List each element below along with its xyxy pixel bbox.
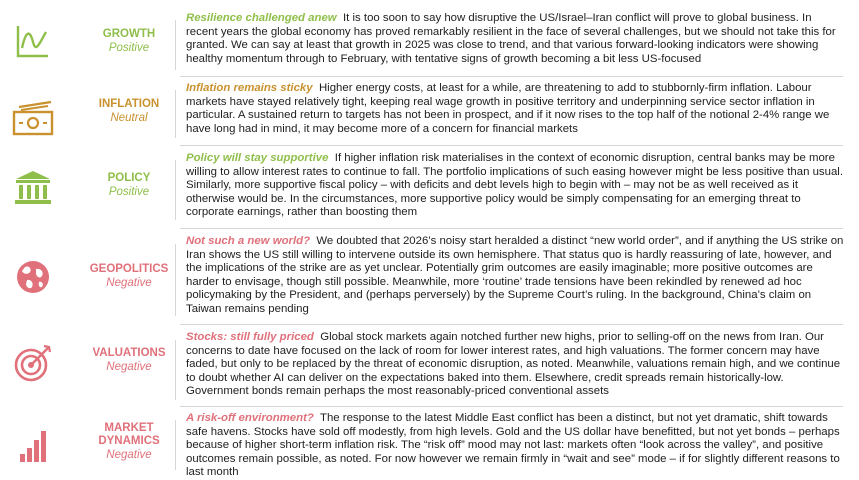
bar-chart-icon: [8, 426, 58, 466]
category-name: GROWTH: [102, 28, 156, 40]
divider-vertical: [175, 90, 176, 138]
row-text: [186, 235, 846, 317]
category-status: Negative: [106, 449, 152, 461]
row-text: [186, 152, 846, 220]
category-status: Negative: [106, 361, 152, 373]
row-label: [70, 172, 188, 199]
body-text: We doubted that 2026’s noisy start heralded a distinct “new world order”, and if anything the US strike on Iran shows the US still willing to intervene outside its own hemisphere. That status quo is hardly reassuring of late, however, and the implications of the strike are as yet unclear. Potentially grim outcomes are easily imaginable; more positive outcomes are harder to envisage, though still possible. Meanwhile, more ‘routine’ trade tensions have been rekindled by renewed ad hoc policymaking by the President, and (perhaps perversely) by the Supreme Court’s ruling. In the background, China’s claim on Taiwan remains pending: [186, 235, 844, 315]
row-label: [70, 422, 188, 462]
body-text: Higher energy costs, at least for a while, are threatening to add to stubbornly-firm inflation. Labour markets have stayed relatively tight, keeping real wage growth in positive territory and underpinning service sector inflation in particular. A sustained return to targets has not been in prospect, and if it now rises to the top half of the notional 2-4% range we have long had in mind, it may become more of a concern for financial markets: [186, 82, 830, 135]
globe-icon: [8, 257, 58, 297]
headline: Resilience challenged anew: [186, 12, 337, 24]
row-text: [186, 331, 846, 399]
divider: [180, 145, 843, 146]
headline: A risk-off environment?: [186, 412, 314, 424]
bank-building-icon: [8, 168, 58, 208]
divider: [180, 406, 843, 407]
row-label: [70, 347, 188, 374]
body-text: It is too soon to say how disruptive the US/Israel–Iran conflict will prove to global business. In recent years the global economy has proved remarkably resilient in the face of several challenges, but we should not take this for granted. We can say at least that growth in 2025 was close to trend, and that various forward-looking indicators were showing healthy momentum through to February, with tentative signs of growth becoming a bit less US-focused: [186, 12, 836, 65]
row-text: [186, 412, 846, 480]
growth-chart-icon: [8, 22, 58, 62]
body-text: Global stock markets again notched further new highs, prior to selling-off on the news from Iran. Our concerns to date have focused on the lack of room for lower interest rates, and high valuations. The former concern may have faded, but only to be replaced by the threat of economic disruption, as noted. Meanwhile, valuations remain high, and we continue to doubt whether AI can deliver on the expectations baked into them. Elsewhere, credit spreads remain historically-low. Government bonds remain perhaps the most reasonably-priced conventional assets: [186, 331, 841, 398]
category-name: GEOPOLITICS: [89, 263, 169, 275]
category-status: Negative: [106, 277, 152, 289]
headline: Policy will stay supportive: [186, 152, 329, 164]
divider: [180, 324, 843, 325]
body-text: The response to the latest Middle East conflict has been a distinct, but not yet dramatic, shift towards safe havens. Stocks have sold off modestly, from high levels. Gold and the US dollar have benefitted, but not yet bonds – perhaps because of higher short-term inflation risk. The “risk off” mood may not last: markets often “look across the valley”, and positive outcomes remain possible, as noted. For now however we remain firmly in “wait and see” mode – if for slightly different reasons to last month: [186, 412, 840, 479]
divider-vertical: [175, 420, 176, 470]
headline: Inflation remains sticky: [186, 82, 313, 94]
banknote-icon: [8, 98, 58, 138]
category-status: Positive: [108, 186, 150, 198]
divider-vertical: [175, 20, 176, 70]
category-name: INFLATION: [98, 98, 160, 110]
category-name: MARKET DYNAMICS: [98, 422, 160, 447]
headline: Not such a new world?: [186, 235, 311, 247]
divider-vertical: [175, 340, 176, 400]
target-icon: [8, 343, 58, 383]
divider-vertical: [175, 244, 176, 316]
divider: [180, 76, 843, 77]
category-name: VALUATIONS: [92, 347, 166, 359]
divider-vertical: [175, 160, 176, 220]
row-label: [70, 98, 188, 125]
divider: [180, 228, 843, 229]
row-label: [70, 28, 188, 55]
category-status: Neutral: [110, 112, 148, 124]
category-name: POLICY: [107, 172, 151, 184]
row-label: [70, 263, 188, 290]
category-status: Positive: [108, 42, 150, 54]
headline: Stocks: still fully priced: [186, 331, 314, 343]
body-text: If higher inflation risk materialises in the context of economic disruption, central banks may be more willing to allow interest rates to continue to fall. The portfolio implications of such easing however might be less positive than usual. Similarly, more supportive fiscal policy – with deficits and debt levels high to begin with – may not be as well received as it otherwise would be. In the circumstances, more supportive policy would be simply compensating for an emerging threat to corporate earnings, rather than boosting them: [186, 152, 843, 219]
row-text: [186, 12, 846, 66]
row-text: [186, 82, 846, 136]
